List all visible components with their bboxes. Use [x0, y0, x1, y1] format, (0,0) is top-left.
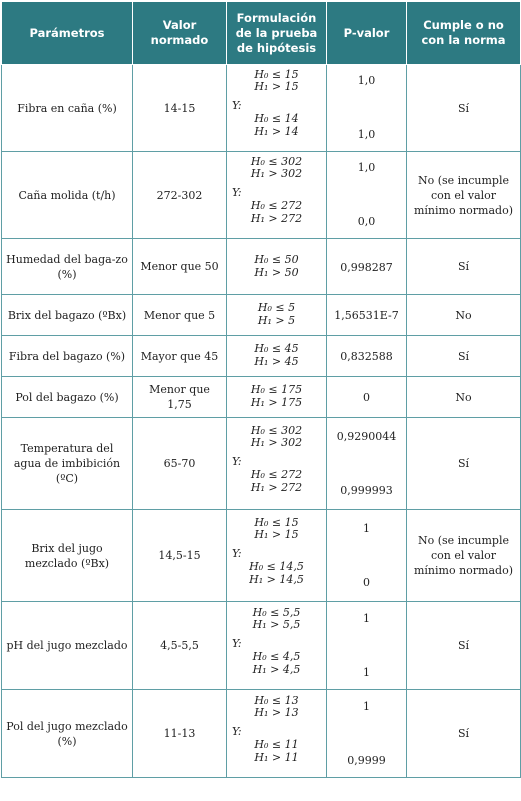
hypothesis-line: H₁ > 302 — [250, 167, 303, 180]
y-label: Y: — [232, 454, 242, 468]
p-valor-value: 0,999993 — [340, 483, 393, 497]
valor-normado-cell: 65-70 — [133, 418, 227, 510]
hypothesis-table — [1, 1, 521, 778]
hypothesis-line: H₀ ≤ 15 — [254, 68, 299, 81]
hypothesis-cell — [227, 510, 327, 602]
p-valor-cell — [327, 65, 407, 152]
table-row — [2, 418, 521, 510]
table-row — [2, 690, 521, 778]
p-valor-value: 1,56531E-7 — [334, 309, 399, 322]
hypothesis-line: H₀ ≤ 15 — [254, 515, 299, 529]
hypothesis-cell — [227, 295, 327, 336]
p-valor-cell — [327, 336, 407, 377]
p-valor-value: 0 — [363, 391, 370, 404]
header-valor-normado: Valor normado — [133, 2, 227, 65]
p-valor-value: 1 — [363, 611, 370, 625]
valor-normado-cell: 272-302 — [133, 152, 227, 239]
hypothesis-line: H₁ > 175 — [250, 396, 303, 409]
p-valor-value: 1,0 — [357, 161, 376, 174]
p-valor-cell — [327, 377, 407, 418]
p-valor-value: 1,0 — [357, 128, 376, 141]
p-valor-value: 0,9290044 — [336, 429, 397, 443]
cumple-cell: No — [407, 377, 521, 418]
p-valor-cell — [327, 690, 407, 778]
valor-normado-cell: 11-13 — [133, 690, 227, 778]
p-valor-cell — [327, 152, 407, 239]
valor-normado-cell: 14-15 — [133, 65, 227, 152]
hypothesis-line: H₁ > 302 — [250, 435, 303, 449]
hypothesis-cell — [227, 690, 327, 778]
header-cumple: Cumple o no con la norma — [407, 2, 521, 65]
hypothesis-line: H₁ > 50 — [254, 265, 299, 279]
hypothesis-cell — [227, 418, 327, 510]
param-cell: Temperatura del agua de imbibición (ºC) — [2, 418, 133, 510]
cumple-cell: Sí — [407, 239, 521, 295]
hypothesis-cell — [227, 65, 327, 152]
param-cell: Brix del jugo mezclado (ºBx) — [2, 510, 133, 602]
param-cell: Pol del bagazo (%) — [2, 377, 133, 418]
hypothesis-line: H₁ > 272 — [250, 480, 303, 494]
table-row — [2, 377, 521, 418]
param-cell: Fibra en caña (%) — [2, 65, 133, 152]
cumple-cell: Sí — [407, 336, 521, 377]
table-row — [2, 336, 521, 377]
y-label: Y: — [232, 546, 242, 560]
hypothesis-line: H₀ ≤ 50 — [254, 252, 299, 266]
y-label: Y: — [232, 724, 242, 738]
p-valor-value: 1,0 — [357, 74, 376, 87]
hypothesis-cell — [227, 377, 327, 418]
hypothesis-line: H₀ ≤ 5,5 — [252, 605, 301, 619]
p-valor-value: 0,998287 — [340, 260, 393, 274]
hypothesis-line: H₀ ≤ 272 — [250, 467, 303, 481]
p-valor-value: 1 — [363, 521, 370, 535]
hypothesis-line: H₁ > 15 — [254, 80, 299, 93]
hypothesis-line: H₀ ≤ 14,5 — [249, 559, 304, 573]
param-cell: Brix del bagazo (ºBx) — [2, 295, 133, 336]
p-valor-cell — [327, 295, 407, 336]
hypothesis-line: H₀ ≤ 14 — [254, 112, 299, 125]
hypothesis-cell — [227, 336, 327, 377]
param-cell: pH del jugo mezclado — [2, 602, 133, 690]
hypothesis-line: H₀ ≤ 5 — [257, 301, 296, 314]
hypothesis-line: H₀ ≤ 13 — [254, 693, 299, 707]
p-valor-value: 0,9999 — [347, 753, 386, 767]
hypothesis-line: H₀ ≤ 302 — [250, 423, 303, 437]
cumple-cell: No (se incumple con el valor mínimo normado) — [407, 510, 521, 602]
param-cell: Fibra del bagazo (%) — [2, 336, 133, 377]
hypothesis-line: H₁ > 11 — [254, 750, 299, 764]
cumple-cell: No — [407, 295, 521, 336]
hypothesis-line: H₀ ≤ 175 — [250, 383, 303, 396]
cumple-cell: Sí — [407, 418, 521, 510]
hypothesis-line: H₀ ≤ 302 — [250, 155, 303, 168]
param-cell: Pol del jugo mezclado (%) — [2, 690, 133, 778]
table-row — [2, 152, 521, 239]
y-label: Y: — [232, 99, 242, 112]
p-valor-cell — [327, 602, 407, 690]
hypothesis-line: H₁ > 4,5 — [252, 662, 301, 676]
hypothesis-line: H₁ > 15 — [254, 527, 299, 541]
p-valor-value: 0,0 — [357, 215, 376, 228]
y-label: Y: — [232, 186, 242, 199]
valor-normado-cell: 14,5-15 — [133, 510, 227, 602]
hypothesis-line: H₁ > 272 — [250, 212, 303, 225]
p-valor-value: 0 — [363, 575, 370, 589]
p-valor-value: 0,832588 — [340, 350, 393, 363]
p-valor-cell — [327, 418, 407, 510]
hypothesis-line: H₁ > 14 — [254, 125, 299, 138]
hypothesis-cell — [227, 152, 327, 239]
valor-normado-cell: 4,5-5,5 — [133, 602, 227, 690]
table-row — [2, 65, 521, 152]
y-label: Y: — [232, 636, 242, 650]
hypothesis-line: H₁ > 45 — [254, 355, 299, 368]
cumple-cell: Sí — [407, 65, 521, 152]
hypothesis-line: H₁ > 13 — [254, 705, 299, 719]
valor-normado-cell: Menor que 5 — [133, 295, 227, 336]
hypothesis-line: H₀ ≤ 272 — [250, 199, 303, 212]
valor-normado-cell: Mayor que 45 — [133, 336, 227, 377]
hypothesis-line: H₀ ≤ 11 — [254, 737, 299, 751]
p-valor-cell — [327, 510, 407, 602]
hypothesis-cell — [227, 239, 327, 295]
header-parametros: Parámetros — [2, 2, 133, 65]
hypothesis-line: H₀ ≤ 4,5 — [252, 649, 301, 663]
param-cell: Humedad del baga-zo (%) — [2, 239, 133, 295]
table-row — [2, 295, 521, 336]
hypothesis-line: H₁ > 5 — [257, 314, 296, 327]
cumple-cell: Sí — [407, 602, 521, 690]
table-row — [2, 239, 521, 295]
hypothesis-line: H₁ > 14,5 — [249, 572, 304, 586]
param-cell: Caña molida (t/h) — [2, 152, 133, 239]
valor-normado-cell: Menor que 1,75 — [133, 377, 227, 418]
valor-normado-cell: Menor que 50 — [133, 239, 227, 295]
header-row — [2, 2, 521, 65]
hypothesis-line: H₁ > 5,5 — [252, 617, 301, 631]
hypothesis-line: H₀ ≤ 45 — [254, 342, 299, 355]
p-valor-value: 1 — [363, 665, 370, 679]
p-valor-value: 1 — [363, 699, 370, 713]
header-formulacion: Formulación de la prueba de hipótesis — [227, 2, 327, 65]
table-row — [2, 510, 521, 602]
cumple-cell: No (se incumple con el valor mínimo normado) — [407, 152, 521, 239]
table-row — [2, 602, 521, 690]
hypothesis-cell — [227, 602, 327, 690]
cumple-cell: Sí — [407, 690, 521, 778]
header-p-valor: P-valor — [327, 2, 407, 65]
p-valor-cell — [327, 239, 407, 295]
